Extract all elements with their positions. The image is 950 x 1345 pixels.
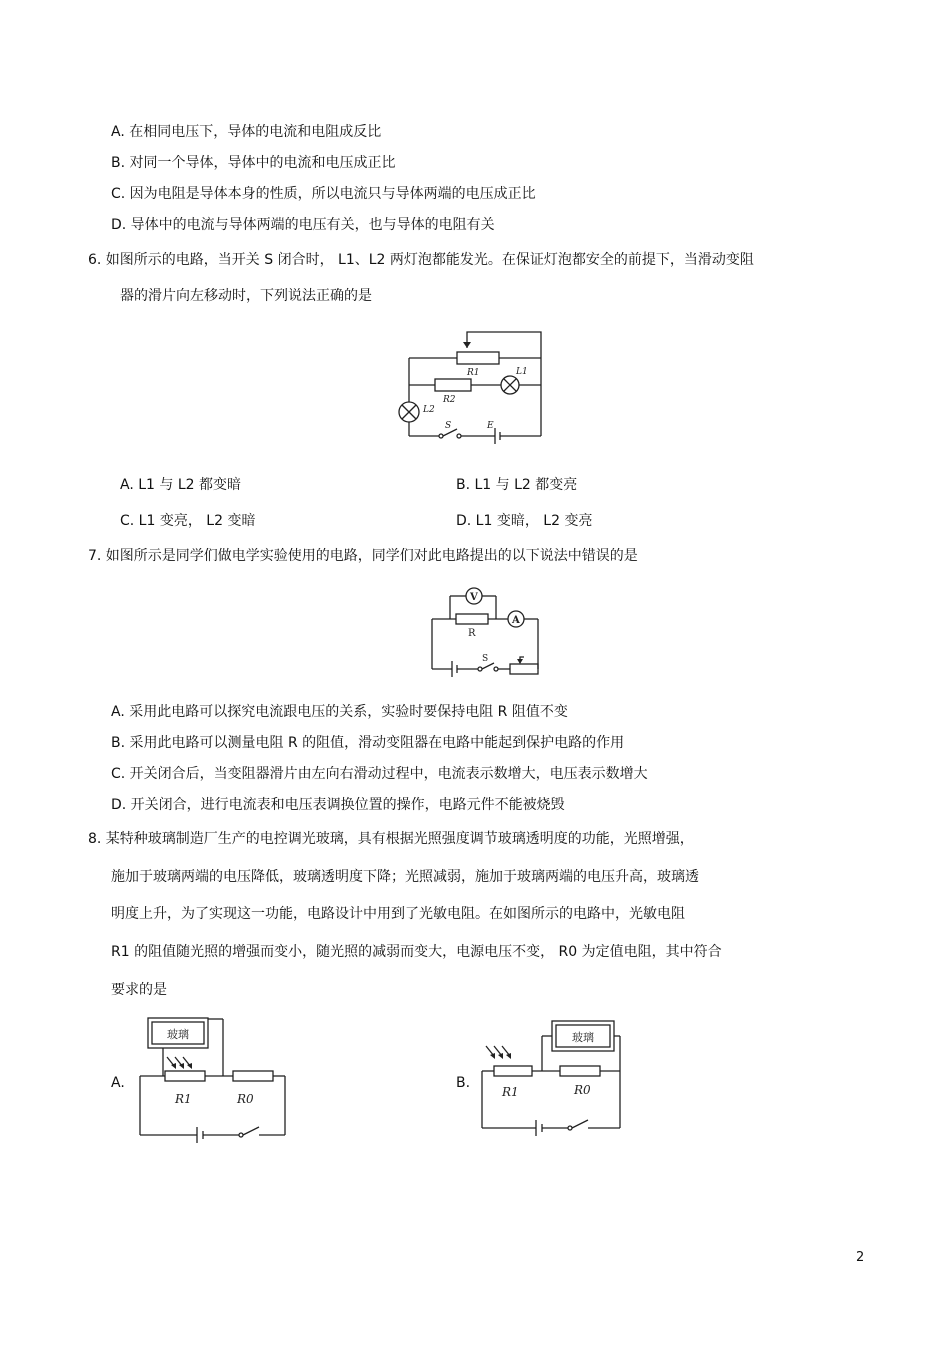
q8-stem-line5: 要求的是 <box>111 982 167 998</box>
q7-stem: 7. 如图所示是同学们做电学实验使用的电路，同学们对此电路提出的以下说法中错误的是 <box>88 548 638 564</box>
q6-label-r1: R1 <box>467 368 480 378</box>
q6-label-r2: R2 <box>443 395 456 405</box>
q8-stem-line4: R1 的阻值随光照的增强而变小，随光照的减弱而变大，电源电压不变， R0 为定值电阻，其中符合 <box>111 944 722 960</box>
q6-label-e: E <box>487 421 494 431</box>
q8-stem-line2: 施加于玻璃两端的电压降低，玻璃透明度下降；光照减弱，施加于玻璃两端的电压升高，玻璃透 <box>111 869 699 885</box>
q8-circuit-b <box>478 1016 624 1146</box>
q5-option-a: A. 在相同电压下，导体的电流和电阻成反比 <box>111 124 382 140</box>
q8b-label-glass: 玻璃 <box>572 1031 594 1044</box>
q6-label-l1: L1 <box>516 367 528 377</box>
q7-option-c: C. 开关闭合后，当变阻器滑片由左向右滑动过程中，电流表示数增大，电压表示数增大 <box>111 766 648 782</box>
q8a-label-r0: R0 <box>237 1092 254 1106</box>
q5-option-d: D. 导体中的电流与导体两端的电压有关，也与导体的电阻有关 <box>111 217 495 233</box>
q6-option-c: C. L1 变亮， L2 变暗 <box>120 513 256 529</box>
q6-option-b: B. L1 与 L2 都变亮 <box>456 477 578 493</box>
q8-option-a-label: A. <box>111 1075 125 1091</box>
q6-label-l2: L2 <box>423 405 435 415</box>
q7-label-s: S <box>482 654 489 664</box>
q8-circuit-a <box>135 1013 291 1150</box>
q8-stem-line3: 明度上升，为了实现这一功能，电路设计中用到了光敏电阻。在如图所示的电路中，光敏电阻 <box>111 906 685 922</box>
q8-circuit-b-svg <box>478 1016 624 1146</box>
q8a-label-glass: 玻璃 <box>167 1028 189 1041</box>
q8-stem-line1: 8. 某特种玻璃制造厂生产的电控调光玻璃，具有根据光照强度调节玻璃透明度的功能，光照增强， <box>88 831 694 847</box>
q6-circuit-figure <box>397 328 549 452</box>
q7-option-d: D. 开关闭合，进行电流表和电压表调换位置的操作，电路元件不能被烧毁 <box>111 797 565 813</box>
q7-label-a: A <box>512 615 520 626</box>
q6-circuit-svg <box>397 328 549 452</box>
q7-label-r: R <box>468 628 476 639</box>
q6-stem-line1: 6. 如图所示的电路，当开关 S 闭合时， L1、L2 两灯泡都能发光。在保证灯泡都安全的前提下，当滑动变阻 <box>88 252 754 268</box>
q8b-label-r1: R1 <box>502 1085 519 1099</box>
q6-label-s: S <box>445 421 452 431</box>
q5-option-b: B. 对同一个导体，导体中的电流和电压成正比 <box>111 155 396 171</box>
q7-circuit-svg <box>428 583 546 683</box>
q6-option-a: A. L1 与 L2 都变暗 <box>120 477 241 493</box>
page-number: 2 <box>856 1250 865 1265</box>
q8b-label-r0: R0 <box>574 1083 591 1097</box>
q8a-label-r1: R1 <box>175 1092 192 1106</box>
q7-option-b: B. 采用此电路可以测量电阻 R 的阻值，滑动变阻器在电路中能起到保护电路的作用 <box>111 735 625 751</box>
q7-circuit-figure <box>428 583 546 683</box>
q6-option-d: D. L1 变暗， L2 变亮 <box>456 513 593 529</box>
q8-circuit-a-svg <box>135 1013 291 1150</box>
q7-label-v: V <box>470 592 478 603</box>
q8-option-b-label: B. <box>456 1075 471 1091</box>
q7-option-a: A. 采用此电路可以探究电流跟电压的关系，实验时要保持电阻 R 阻值不变 <box>111 704 568 720</box>
q5-option-c: C. 因为电阻是导体本身的性质，所以电流只与导体两端的电压成正比 <box>111 186 536 202</box>
q6-stem-line2: 器的滑片向左移动时，下列说法正确的是 <box>120 288 372 304</box>
